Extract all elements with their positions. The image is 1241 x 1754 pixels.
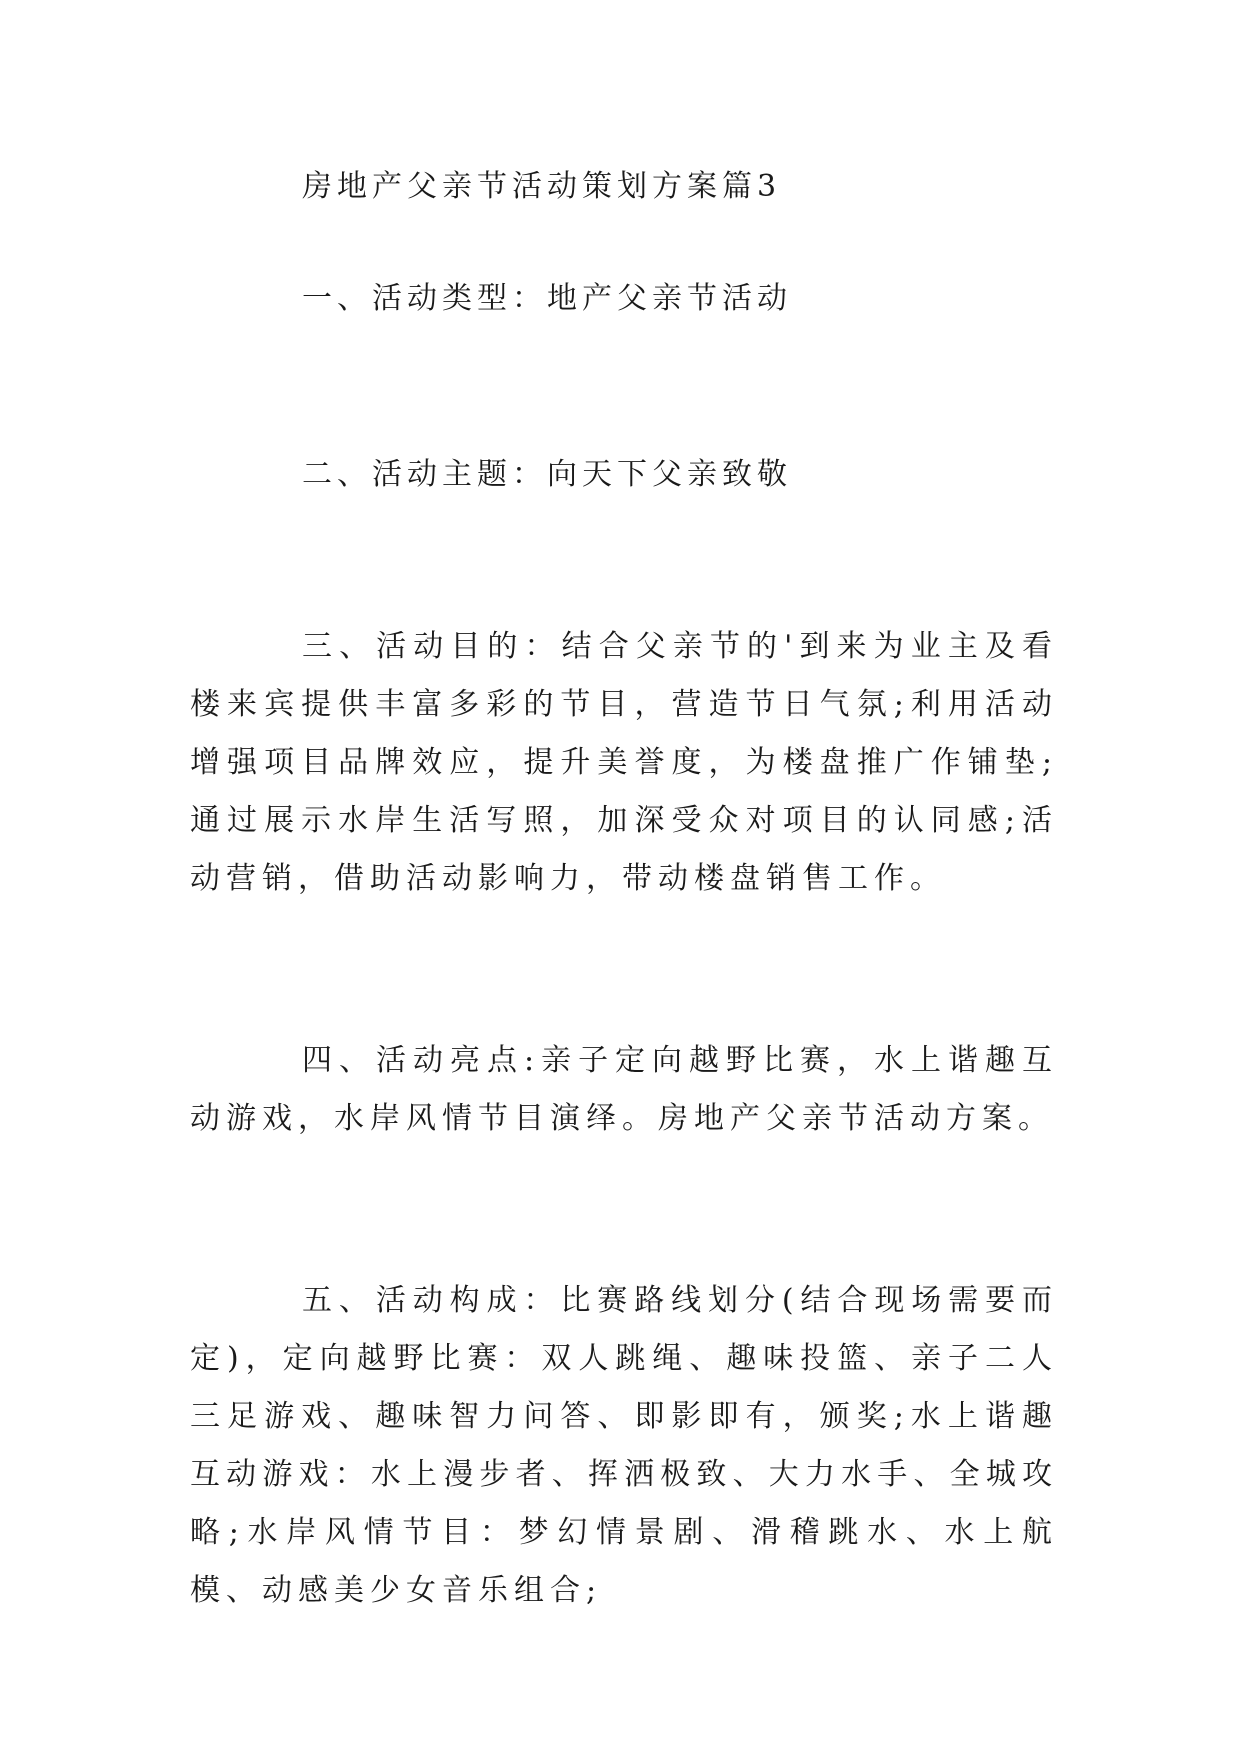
section-activity-highlights: 四、活动亮点:亲子定向越野比赛，水上谐趣互动游戏，水岸风情节目演绎。房地产父亲节活动方案。 [190,1043,1058,1136]
section-activity-type: 一、活动类型：地产父亲节活动 [302,281,792,316]
section-activity-purpose: 三、活动目的：结合父亲节的'到来为业主及看楼来宾提供丰富多彩的节目，营造节日气氛;利用活动增强项目品牌效应，提升美誉度，为楼盘推广作铺垫;通过展示水岸生活写照，加深受众对项目的认同感;活动营销，借助活动影响力，带动楼盘销售工作。 [190,629,1058,896]
document-title: 房地产父亲节活动策划方案篇3 [302,169,782,204]
section-activity-theme: 二、活动主题：向天下父亲致敬 [302,457,792,492]
section-activity-composition: 五、活动构成：比赛路线划分(结合现场需要而定)，定向越野比赛：双人跳绳、趣味投篮、亲子二人三足游戏、趣味智力问答、即影即有，颁奖;水上谐趣互动游戏：水上漫步者、挥洒极致、大力水手、全城攻略;水岸风情节目：梦幻情景剧、滑稽跳水、水上航模、动感美少女音乐组合; [190,1283,1058,1608]
